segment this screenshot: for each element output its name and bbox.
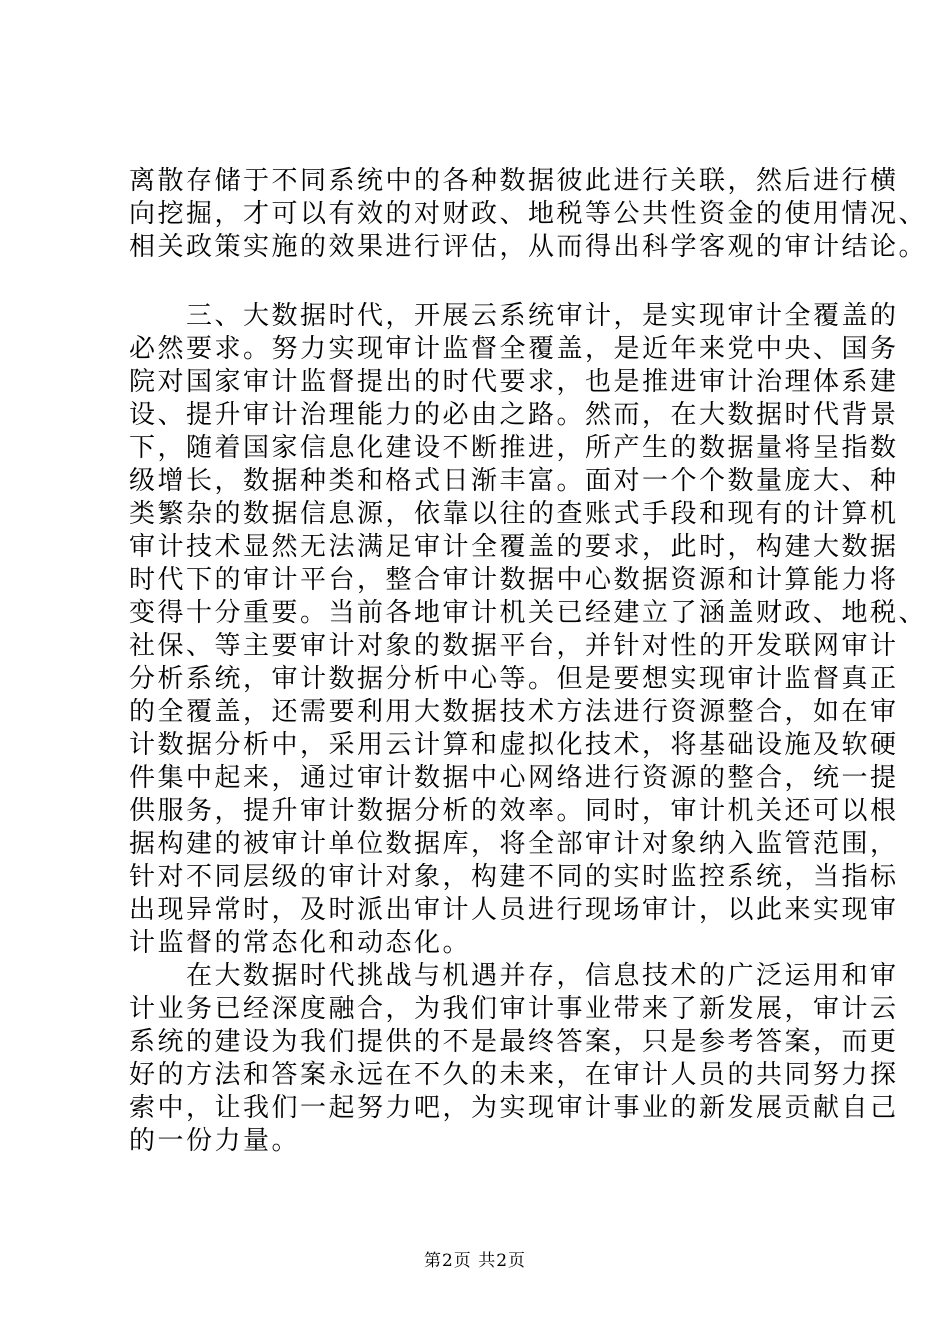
text-line: 计监督的常态化和动态化。 — [129, 928, 472, 958]
text-line: 据构建的被审计单位数据库，将全部审计对象纳入监管范围， — [129, 829, 899, 859]
text-line: 的全覆盖，还需要利用大数据技术方法进行资源整合，如在审 — [129, 697, 899, 727]
text-line: 必然要求。努力实现审计监督全覆盖，是近年来党中央、国务 — [129, 334, 899, 364]
text-line: 审计技术显然无法满足审计全覆盖的要求，此时，构建大数据 — [129, 532, 899, 562]
text-line: 计业务已经深度融合，为我们审计事业带来了新发展，审计云 — [129, 994, 899, 1024]
page-footer — [0, 1246, 950, 1271]
text-line: 相关政策实施的效果进行评估，从而得出科学客观的审计结论。 — [129, 232, 928, 262]
text-line: 向挖掘，才可以有效的对财政、地税等公共性资金的使用情况、 — [129, 199, 928, 229]
paragraph-1 — [129, 165, 928, 264]
page-number: 第2页 共2页 — [423, 1251, 527, 1271]
document-body — [129, 165, 928, 1158]
text-line: 三、大数据时代，开展云系统审计，是实现审计全覆盖的 — [129, 301, 899, 331]
text-line: 下，随着国家信息化建设不断推进，所产生的数据量将呈指数 — [129, 433, 899, 463]
text-line: 社保、等主要审计对象的数据平台，并针对性的开发联网审计 — [129, 631, 899, 661]
text-line: 设、提升审计治理能力的必由之路。然而，在大数据时代背景 — [129, 400, 899, 430]
text-line: 件集中起来，通过审计数据中心网络进行资源的整合，统一提 — [129, 763, 899, 793]
text-line: 出现异常时，及时派出审计人员进行现场审计，以此来实现审 — [129, 895, 899, 925]
text-line: 级增长，数据种类和格式日渐丰富。面对一个个数量庞大、种 — [129, 466, 899, 496]
text-line: 的一份力量。 — [129, 1126, 301, 1156]
paragraph-3 — [129, 960, 899, 1158]
text-line: 在大数据时代挑战与机遇并存，信息技术的广泛运用和审 — [129, 961, 899, 991]
text-line: 变得十分重要。当前各地审计机关已经建立了涵盖财政、地税、 — [129, 598, 928, 628]
text-line: 计数据分析中，采用云计算和虚拟化技术，将基础设施及软硬 — [129, 730, 899, 760]
paragraph-2 — [129, 300, 928, 960]
text-line: 针对不同层级的审计对象，构建不同的实时监控系统，当指标 — [129, 862, 899, 892]
text-line: 院对国家审计监督提出的时代要求，也是推进审计治理体系建 — [129, 367, 899, 397]
text-line: 供服务，提升审计数据分析的效率。同时，审计机关还可以根 — [129, 796, 899, 826]
text-line: 类繁杂的数据信息源，依靠以往的查账式手段和现有的计算机 — [129, 499, 899, 529]
text-line: 索中，让我们一起努力吧，为实现审计事业的新发展贡献自己 — [129, 1093, 899, 1123]
text-line: 时代下的审计平台，整合审计数据中心数据资源和计算能力将 — [129, 565, 899, 595]
text-line: 分析系统，审计数据分析中心等。但是要想实现审计监督真正 — [129, 664, 899, 694]
text-line: 离散存储于不同系统中的各种数据彼此进行关联，然后进行横 — [129, 166, 899, 196]
paragraph-gap — [129, 264, 864, 300]
text-line: 好的方法和答案永远在不久的未来，在审计人员的共同努力探 — [129, 1060, 899, 1090]
text-line: 系统的建设为我们提供的不是最终答案，只是参考答案，而更 — [129, 1027, 899, 1057]
